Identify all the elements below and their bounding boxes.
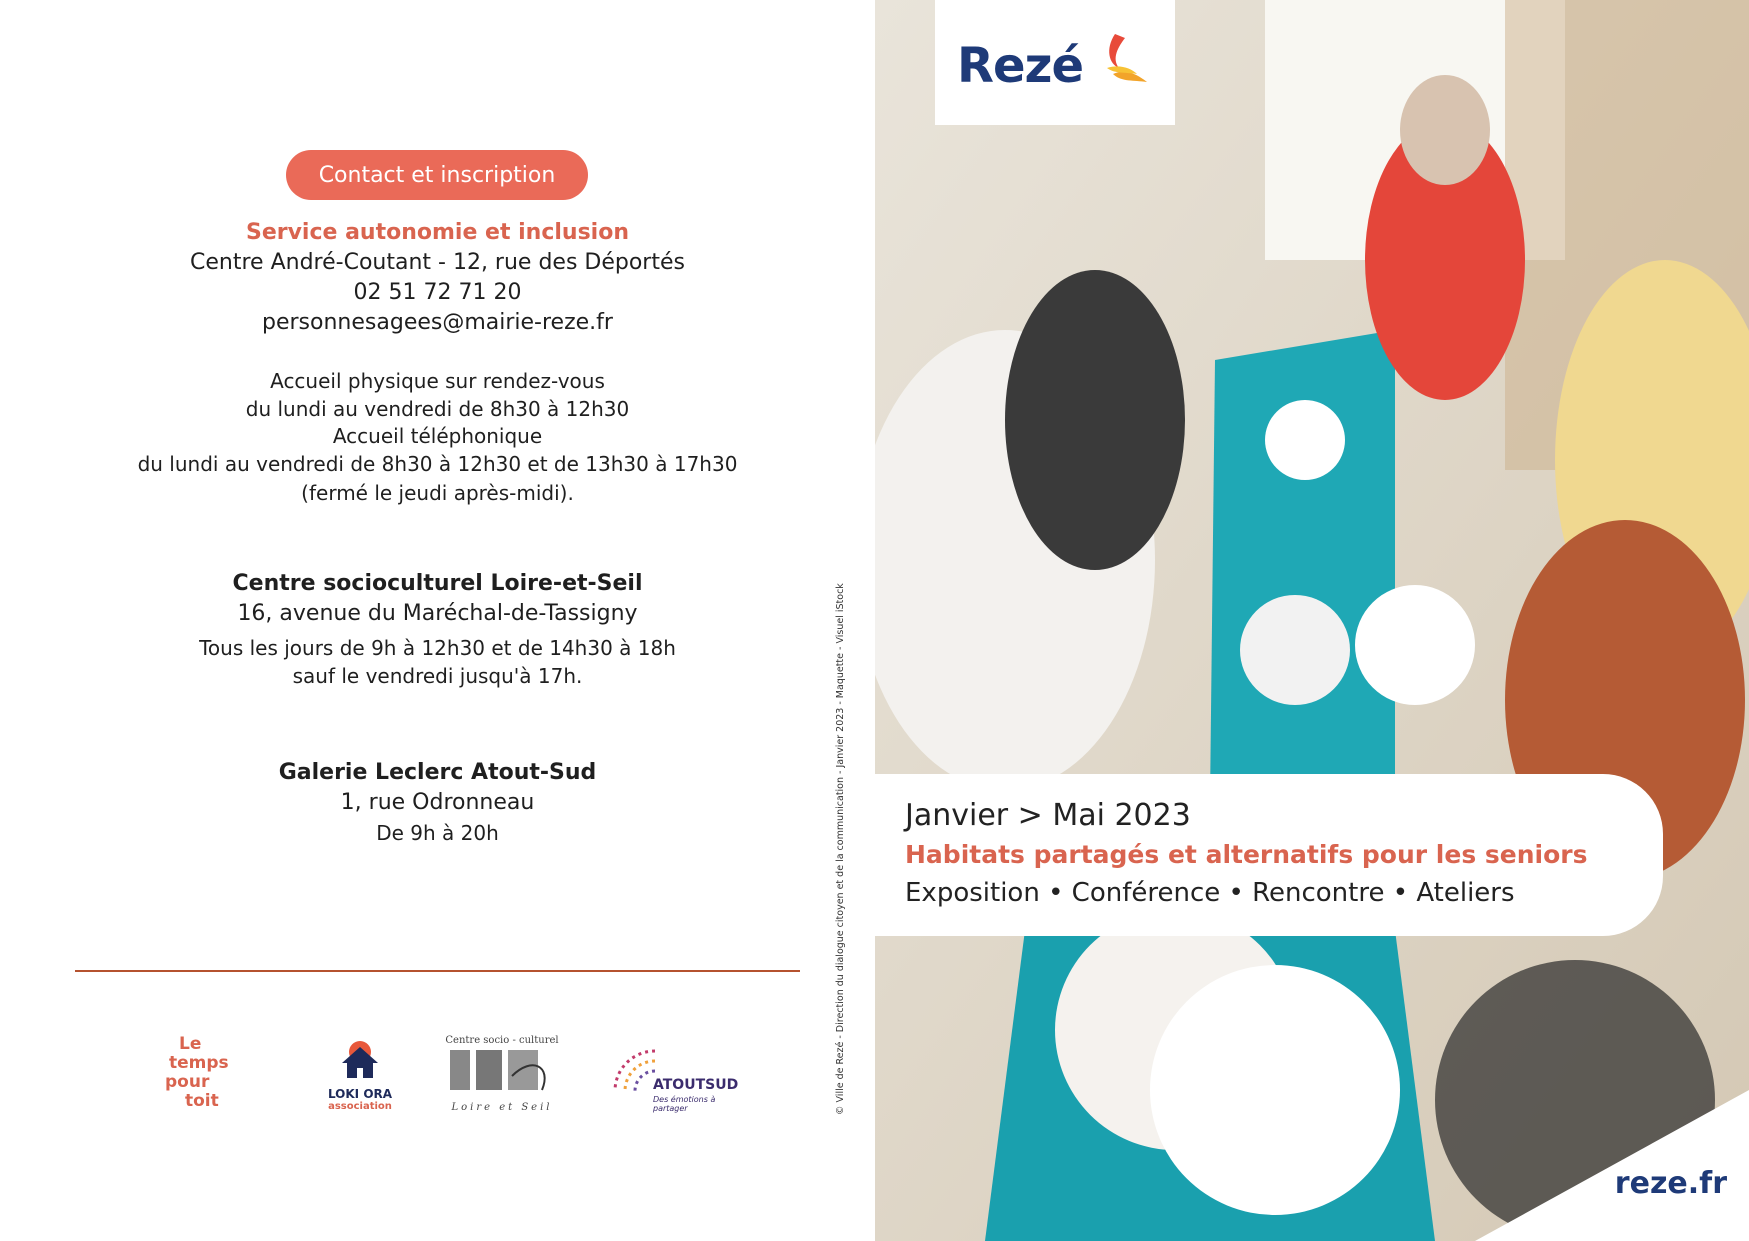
hours-line: (fermé le jeudi après-midi).: [301, 481, 574, 505]
divider: [75, 970, 800, 972]
logo-tagline: Des émotions à partager: [653, 1095, 716, 1113]
partner-logos: [150, 1035, 750, 1125]
service-address: Centre André-Coutant - 12, rue des Déportés: [190, 250, 685, 275]
logo-sub: association: [328, 1101, 392, 1112]
credit-line: © Ville de Rezé - Direction du dialogue citoyen et de la communication - Janvier 2023 - Maquette - Visuel iStock: [835, 583, 846, 1115]
centre-hours: sauf le vendredi jusqu'à 17h.: [292, 663, 583, 688]
galerie-block: [70, 758, 805, 848]
reze-logo: [935, 0, 1175, 125]
event-date: Janvier > Mai 2023: [905, 798, 1191, 833]
logo-le-temps-pour-toit: [165, 1035, 255, 1125]
left-panel: [0, 0, 870, 1241]
centre-address: 16, avenue du Maréchal-de-Tassigny: [237, 601, 638, 626]
galerie-address: 1, rue Odronneau: [340, 790, 535, 815]
house-icon: [338, 1039, 382, 1079]
cover-photo: [875, 0, 1749, 1241]
title-banner: [875, 774, 1663, 936]
service-phone[interactable]: 02 51 72 71 20: [353, 280, 522, 305]
logo-centre-socio-culturel: [442, 1035, 562, 1125]
service-title: Service autonomie et inclusion: [245, 220, 630, 245]
logo-word: pour: [165, 1072, 210, 1092]
contact-button[interactable]: Contact et inscription: [286, 150, 588, 200]
logo-name: LOKI ORA: [327, 1087, 393, 1101]
hours-line: du lundi au vendredi de 8h30 à 12h30: [245, 396, 630, 421]
logo-name: ATOUTSUD: [653, 1077, 739, 1093]
event-title: Habitats partagés et alternatifs pour les seniors: [905, 840, 1588, 869]
logo-word: Le: [179, 1034, 202, 1054]
event-subtitle: Exposition • Conférence • Rencontre • Ateliers: [905, 878, 1515, 908]
logo-atoutsud: [605, 1035, 745, 1125]
hours-line: Accueil physique sur rendez-vous: [270, 369, 605, 393]
service-block: [70, 218, 805, 338]
centre-block: [70, 569, 805, 690]
logo-top-text: Centre socio - culturel: [445, 1035, 559, 1046]
service-email[interactable]: personnesagees@mairie-reze.fr: [262, 310, 613, 335]
logo-word: toit: [185, 1091, 219, 1111]
service-hours: [70, 368, 805, 508]
right-panel: [875, 0, 1749, 1241]
hours-line: du lundi au vendredi de 8h30 à 12h30 et de 13h30 à 17h30: [137, 451, 738, 476]
csc-mark-icon: [442, 1046, 562, 1098]
site-url[interactable]: reze.fr: [1614, 1166, 1727, 1201]
flame-icon: [1085, 24, 1155, 94]
hours-line: Accueil téléphonique: [332, 424, 543, 448]
centre-hours: Tous les jours de 9h à 12h30 et de 14h30 à 18h: [199, 636, 676, 660]
galerie-title: Galerie Leclerc Atout-Sud: [278, 760, 597, 785]
centre-title: Centre socioculturel Loire-et-Seil: [232, 571, 643, 596]
logo-bottom-text: Loire et Seil: [451, 1102, 553, 1113]
logo-wordmark: Rezé: [957, 38, 1084, 94]
logo-word: temps: [169, 1053, 229, 1073]
logo-loki-ora: [315, 1035, 405, 1125]
galerie-hours: De 9h à 20h: [376, 821, 499, 845]
